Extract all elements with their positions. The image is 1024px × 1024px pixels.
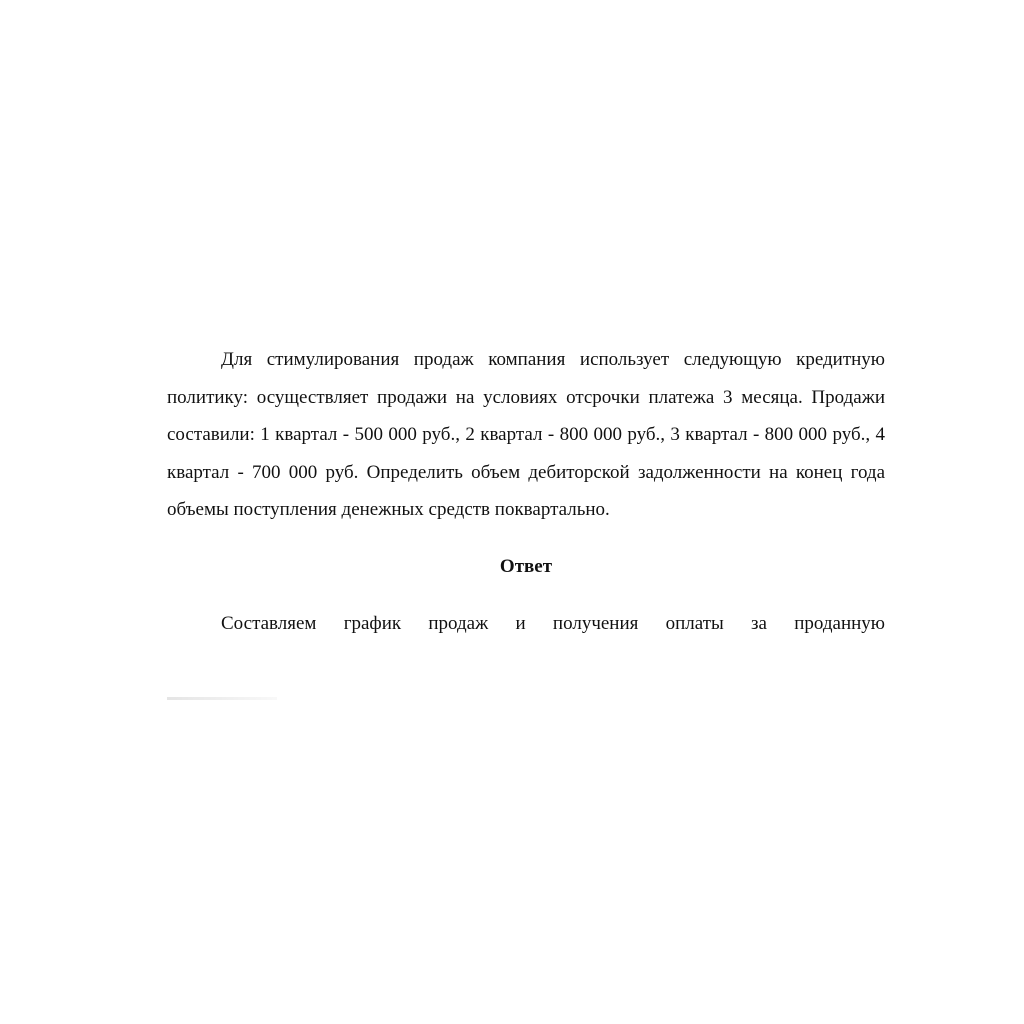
answer-heading: Ответ [499, 555, 553, 577]
problem-paragraph: Для стимулирования продаж компания использует следующую кредитную политику: осуществляет продажи на условиях отсрочки платежа 3 месяца. Продажи составили: 1 квартал - 500 000 руб., 2 квартал - 800 000 руб., 3 квартал - 800 000 руб., 4 квартал - 700 000 руб. Определить объем дебиторской задолженности на конец года объемы поступления денежных средств поквартально. [167, 349, 885, 521]
answer-paragraph: Составляем график продаж и получения оплаты за проданную [221, 612, 885, 634]
document-body [167, 341, 885, 642]
cut-off-text-remnant [167, 697, 277, 700]
